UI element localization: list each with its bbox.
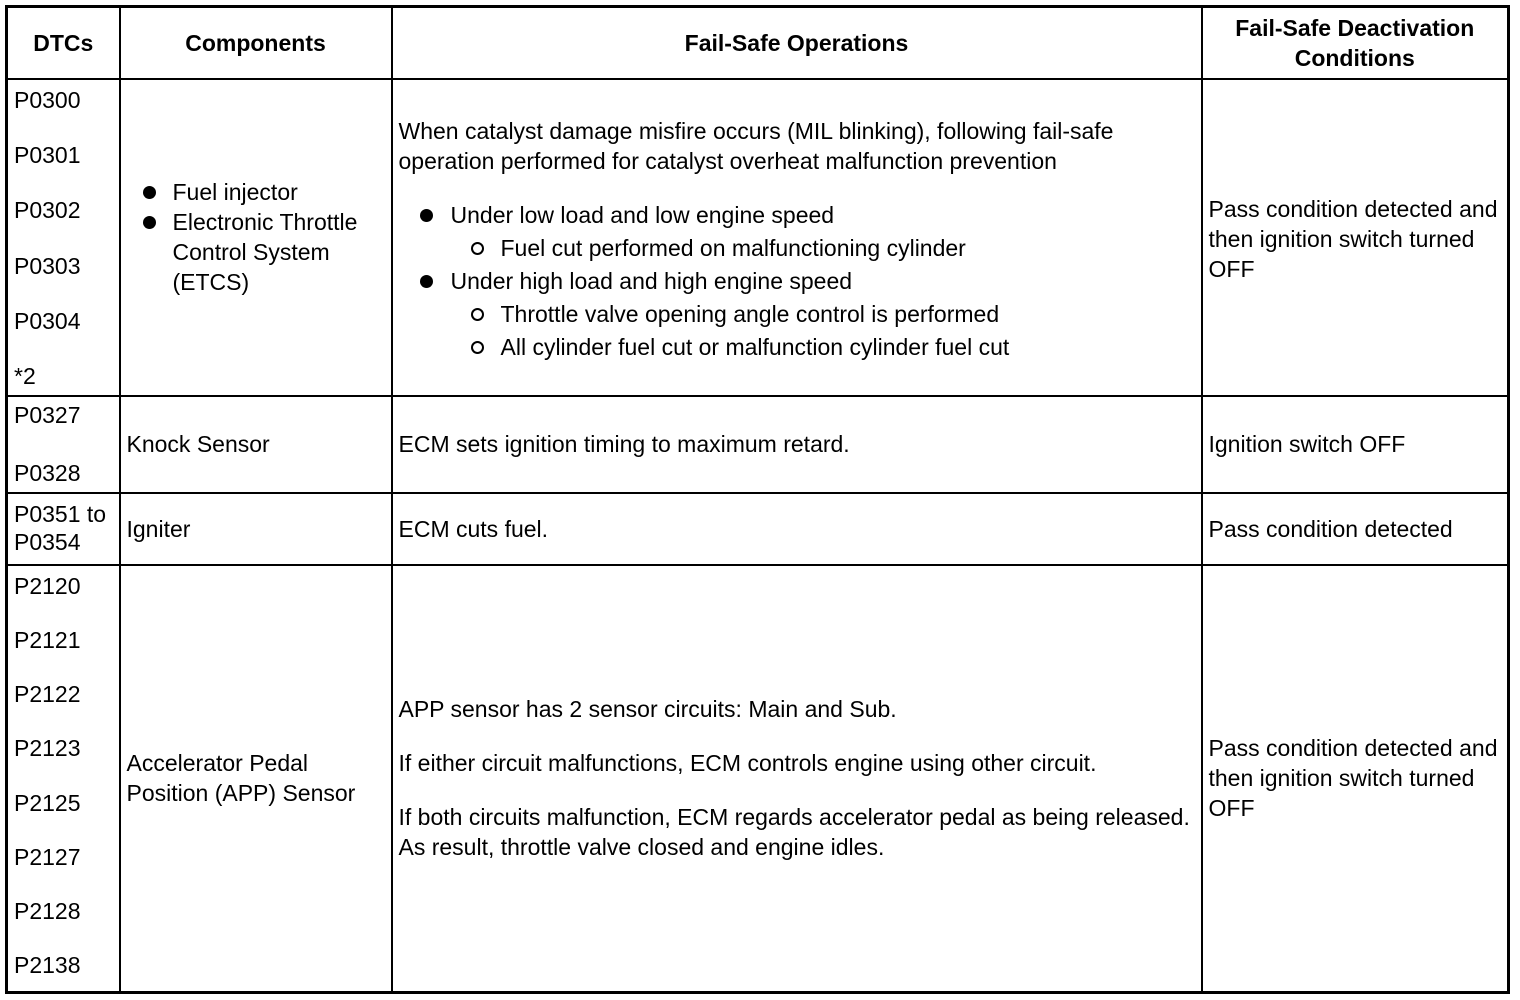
dtc-code: P0301 xyxy=(14,141,81,168)
operation-list xyxy=(399,200,1195,362)
component-list xyxy=(143,177,385,297)
fail-safe-table xyxy=(5,5,1510,994)
operation-subitem: All cylinder fuel cut or malfunction cylinder fuel cut xyxy=(451,332,1195,362)
operation-item xyxy=(417,200,1195,263)
header-row xyxy=(7,7,1509,79)
dtc-cell xyxy=(7,79,120,396)
header-deactivation: Fail-Safe Deactivation Conditions xyxy=(1202,7,1509,79)
operation-cell xyxy=(392,79,1202,396)
operation-item xyxy=(417,266,1195,362)
operation-paragraph: APP sensor has 2 sensor circuits: Main and Sub. xyxy=(398,696,897,723)
component-cell xyxy=(120,79,392,396)
operation-sublist xyxy=(417,233,1195,263)
deactivation-cell: Pass condition detected xyxy=(1202,493,1509,565)
component-item: Electronic Throttle Control System (ETCS) xyxy=(143,207,385,297)
header-components: Components xyxy=(120,7,392,79)
deactivation-cell: Pass condition detected and then ignition switch turned OFF xyxy=(1202,79,1509,396)
dtc-code: P2121 xyxy=(14,626,81,653)
dtc-code: P0300 xyxy=(14,86,81,113)
dtc-code: P2128 xyxy=(14,898,81,925)
dtc-cell xyxy=(7,565,120,993)
dtc-code: P2127 xyxy=(14,843,81,870)
operation-sublist xyxy=(417,299,1195,362)
dtc-code: P2122 xyxy=(14,681,81,708)
operation-subitem: Throttle valve opening angle control is performed xyxy=(451,299,1195,329)
table-row xyxy=(7,493,1509,565)
deactivation-cell: Pass condition detected and then ignition switch turned OFF xyxy=(1202,565,1509,993)
component-cell: Igniter xyxy=(120,493,392,565)
table-row xyxy=(7,396,1509,493)
table-row xyxy=(7,79,1509,396)
dtc-code: P2138 xyxy=(14,952,81,979)
component-item: Fuel injector xyxy=(143,177,385,207)
dtc-code: P0302 xyxy=(14,197,81,224)
dtc-code: P2120 xyxy=(14,572,81,599)
operation-subitem: Fuel cut performed on malfunctioning cylinder xyxy=(451,233,1195,263)
operation-cell: ECM sets ignition timing to maximum retard. xyxy=(392,396,1202,493)
operation-cell: ECM cuts fuel. xyxy=(392,493,1202,565)
dtc-note: *2 xyxy=(14,363,36,390)
operation-item-label: Under low load and low engine speed xyxy=(450,201,835,228)
dtc-cell xyxy=(7,493,120,565)
header-dtcs: DTCs xyxy=(7,7,120,79)
operation-cell xyxy=(392,565,1202,993)
operation-intro: When catalyst damage misfire occurs (MIL blinking), following fail-safe operation performed for catalyst overheat malfunction prevention xyxy=(398,117,1114,174)
deactivation-cell: Ignition switch OFF xyxy=(1202,396,1509,493)
component-cell: Accelerator Pedal Position (APP) Sensor xyxy=(120,565,392,993)
dtc-code: P2125 xyxy=(14,789,81,816)
dtc-code: P0354 xyxy=(14,528,81,555)
dtc-code: P0351 to xyxy=(14,500,107,527)
dtc-code: P2123 xyxy=(14,735,81,762)
operation-paragraph: If both circuits malfunction, ECM regards accelerator pedal as being released. As result, throttle valve closed and engine idles. xyxy=(398,804,1190,861)
operation-item-label: Under high load and high engine speed xyxy=(450,267,853,294)
dtc-code: P0327 xyxy=(14,401,81,428)
dtc-cell xyxy=(7,396,120,493)
operation-paragraph: If either circuit malfunctions, ECM controls engine using other circuit. xyxy=(398,750,1097,777)
component-cell: Knock Sensor xyxy=(120,396,392,493)
dtc-code: P0303 xyxy=(14,252,81,279)
table-row xyxy=(7,565,1509,993)
header-operations: Fail-Safe Operations xyxy=(392,7,1202,79)
dtc-code: P0328 xyxy=(14,459,81,486)
dtc-code: P0304 xyxy=(14,308,81,335)
